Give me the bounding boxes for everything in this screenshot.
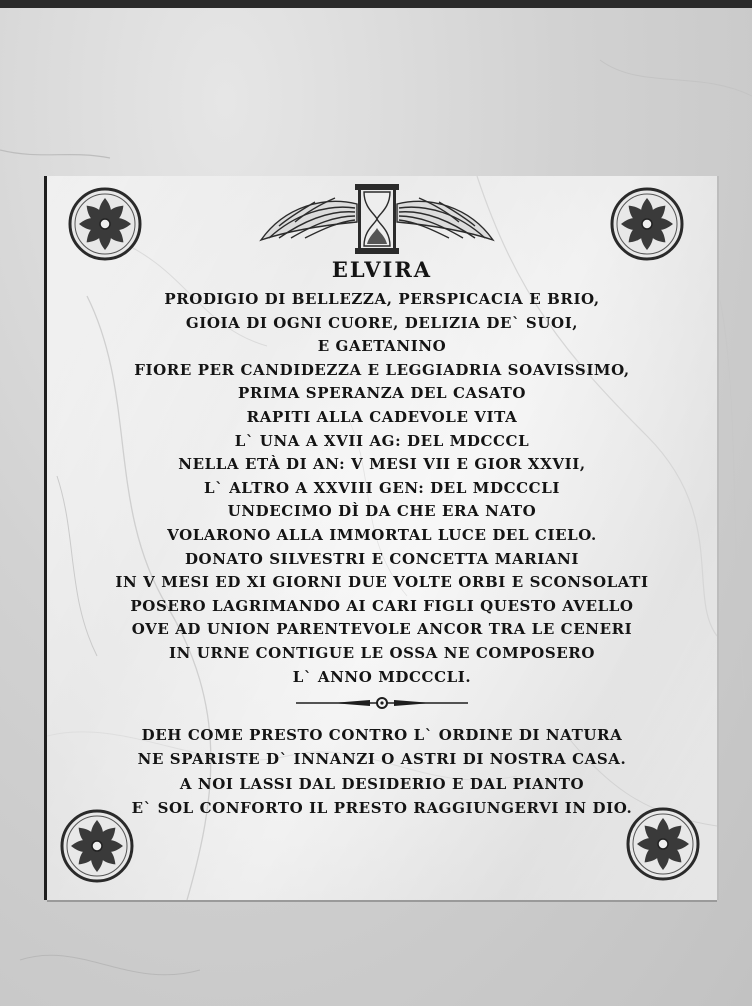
inscription-line: IN URNE CONTIGUE LE OSSA NE COMPOSERO: [168, 643, 596, 662]
rosette-icon: [609, 186, 685, 262]
ornamental-divider-icon: [292, 693, 472, 713]
inscription-line: IN V MESI ED XI GIORNI DUE VOLTE ORBI E SCONSOLATI: [115, 573, 649, 592]
inscription-stanza-1: [47, 288, 717, 689]
inscription: [47, 256, 717, 820]
inscription-line: L` UNA A XVII AG: DEL MDCCCL: [234, 431, 530, 450]
inscription-line: DONATO SILVESTRI E CONCETTA MARIANI: [184, 549, 580, 568]
inscription-line: NE SPARISTE D` INNANZI O ASTRI DI NOSTRA CASA.: [137, 750, 627, 769]
inscription-line: DEH COME PRESTO CONTRO L` ORDINE DI NATURA: [141, 726, 623, 745]
inscription-line: FIORE PER CANDIDEZZA E LEGGIADRIA SOAVISSIMO,: [134, 360, 630, 379]
inscription-line: L` ALTRO A XXVIII GEN: DEL MDCCCLI: [204, 478, 560, 497]
inscription-line: A NOI LASSI DAL DESIDERIO E DAL PIANTO: [179, 774, 585, 793]
inscription-line: E` SOL CONFORTO IL PRESTO RAGGIUNGERVI IN DIO.: [131, 798, 633, 817]
inscription-line: NELLA ETÀ DI AN: V MESI VII E GIOR XXVII,: [178, 455, 586, 474]
winged-hourglass-icon: [255, 182, 499, 258]
rosette-icon: [67, 186, 143, 262]
inscription-line: GIOIA DI OGNI CUORE, DELIZIA DE` SUOI,: [185, 313, 579, 332]
inscription-line: RAPITI ALLA CADEVOLE VITA: [246, 407, 518, 426]
inscription-line: E GAETANINO: [317, 337, 447, 356]
inscription-line: POSERO LAGRIMANDO AI CARI FIGLI QUESTO AVELLO: [130, 596, 634, 615]
inscription-line: L` ANNO MDCCCLI.: [292, 667, 472, 686]
marble-plaque: [47, 176, 717, 900]
inscription-stanza-2: [47, 723, 717, 820]
inscription-line: OVE AD UNION PARENTEVOLE ANCOR TRA LE CENERI: [131, 620, 633, 639]
inscription-line: PRODIGIO DI BELLEZZA, PERSPICACIA E BRIO,: [164, 290, 600, 308]
inscription-title: ELVIRA: [331, 257, 433, 282]
inscription-line: PRIMA SPERANZA DEL CASATO: [237, 384, 527, 403]
inscription-line: VOLARONO ALLA IMMORTAL LUCE DEL CIELO.: [167, 525, 597, 544]
inscription-line: UNDECIMO DÌ DA CHE ERA NATO: [227, 502, 537, 521]
